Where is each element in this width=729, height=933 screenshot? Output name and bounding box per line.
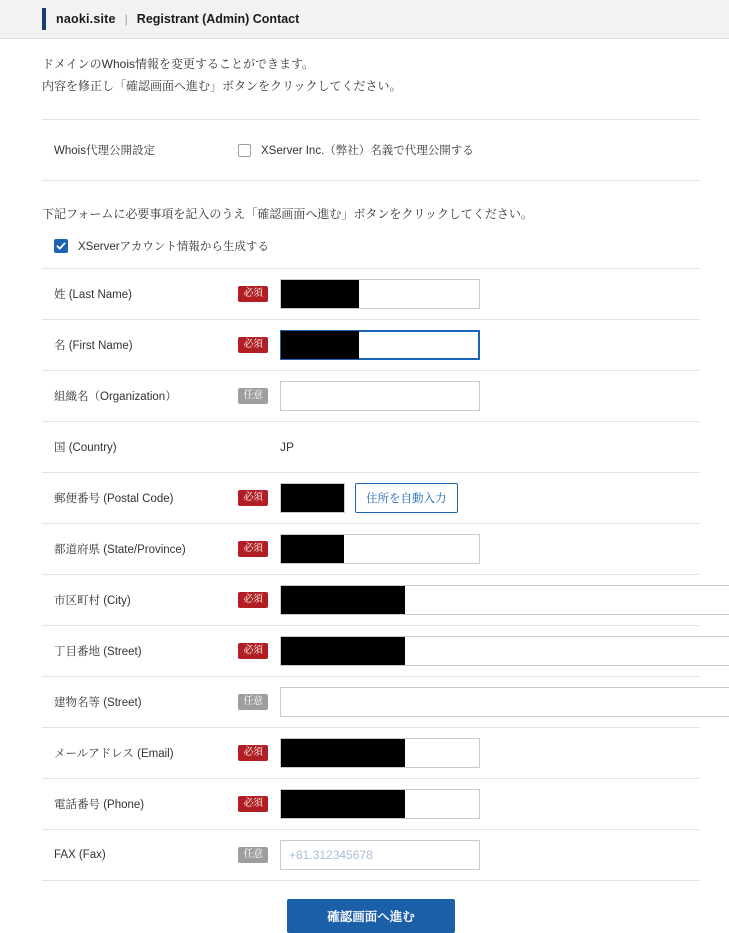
- whois-proxy-checkbox-label[interactable]: XServer Inc.（弊社）名義で代理公開する: [261, 145, 474, 158]
- field-row-street: [42, 625, 700, 676]
- field-row-postal-code: [42, 472, 700, 523]
- redaction-street: [281, 637, 405, 665]
- label-city: 市区町村 (City): [54, 595, 131, 608]
- input-fax[interactable]: [280, 840, 480, 870]
- badge-required: 必須: [238, 337, 268, 353]
- label-last-name: 姓 (Last Name): [54, 289, 132, 302]
- submit-area: [42, 880, 700, 933]
- label-country: 国 (Country): [54, 442, 117, 455]
- whois-proxy-checkbox[interactable]: [238, 144, 251, 157]
- badge-required: 必須: [238, 592, 268, 608]
- badge-required: 必須: [238, 286, 268, 302]
- label-state: 都道府県 (State/Province): [54, 544, 186, 557]
- whois-proxy-field: [238, 142, 700, 158]
- field-email: [238, 738, 700, 768]
- label-organization: 組織名（Organization）: [54, 391, 177, 404]
- input-wrap-state: [280, 534, 480, 564]
- field-row-phone: [42, 778, 700, 829]
- lead-text: [42, 53, 700, 97]
- page-title: Registrant (Admin) Contact: [136, 12, 300, 26]
- redaction-email: [281, 739, 405, 767]
- field-row-country: [42, 421, 700, 472]
- badge-required: 必須: [238, 643, 268, 659]
- badge-optional: 任意: [238, 388, 268, 404]
- input-wrap-first-name: [280, 330, 480, 360]
- badge-required: 必須: [238, 745, 268, 761]
- field-row-first-name: [42, 319, 700, 370]
- label-first-name: 名 (First Name): [54, 340, 133, 353]
- whois-proxy-row: [42, 119, 700, 180]
- generate-from-account-checkbox[interactable]: [54, 239, 68, 253]
- field-row-email: [42, 727, 700, 778]
- field-phone: [238, 789, 700, 819]
- input-building[interactable]: [280, 687, 729, 717]
- input-wrap-email: [280, 738, 480, 768]
- field-street: [238, 636, 729, 666]
- page-content: [0, 53, 729, 933]
- input-wrap-organization: [280, 381, 480, 411]
- label-email: メールアドレス (Email): [54, 748, 174, 761]
- field-state: [238, 534, 700, 564]
- label-street: 丁目番地 (Street): [54, 646, 142, 659]
- field-city: [238, 585, 729, 615]
- autofill-address-button[interactable]: 住所を自動入力: [355, 483, 458, 513]
- lead-line-2: 内容を修正し「確認画面へ進む」ボタンをクリックしてください。: [42, 79, 402, 94]
- field-building: [238, 687, 729, 717]
- field-last-name: [238, 279, 700, 309]
- lead-line-1: ドメインのWhois情報を変更することができます。: [42, 57, 315, 71]
- redaction-city: [281, 586, 405, 614]
- whois-proxy-label: Whois代理公開設定: [54, 145, 155, 158]
- field-row-fax: [42, 829, 700, 880]
- field-row-last-name: [42, 268, 700, 319]
- redaction-first-name: [281, 331, 359, 359]
- field-fax: [238, 840, 700, 870]
- badge-required: 必須: [238, 490, 268, 506]
- label-postal-code: 郵便番号 (Postal Code): [54, 493, 174, 506]
- label-fax: FAX (Fax): [54, 849, 106, 862]
- field-organization: [238, 381, 700, 411]
- redaction-state: [281, 535, 344, 563]
- input-organization[interactable]: [280, 381, 480, 411]
- field-row-city: [42, 574, 700, 625]
- input-wrap-building: [280, 687, 729, 717]
- field-row-organization: [42, 370, 700, 421]
- badge-optional: 任意: [238, 847, 268, 863]
- confirm-button[interactable]: 確認画面へ進む: [287, 899, 455, 933]
- header-separator: |: [124, 12, 128, 26]
- mid-note: 下記フォームに必要事項を記入のうえ「確認画面へ進む」ボタンをクリックしてください。: [42, 207, 533, 222]
- header-accent-bar: [42, 8, 46, 30]
- header-domain: naoki.site: [56, 12, 116, 26]
- input-wrap-phone: [280, 789, 480, 819]
- input-wrap-fax: [280, 840, 480, 870]
- input-wrap-street: [280, 636, 729, 666]
- input-wrap-last-name: [280, 279, 480, 309]
- field-row-state: [42, 523, 700, 574]
- badge-optional: 任意: [238, 694, 268, 710]
- redaction-postal-code: [281, 484, 344, 512]
- label-building: 建物名等 (Street): [54, 697, 142, 710]
- field-postal-code: [238, 483, 700, 513]
- divider: [42, 180, 700, 181]
- input-wrap-city: [280, 585, 729, 615]
- field-country: [238, 440, 700, 454]
- page-header: [0, 0, 729, 39]
- badge-required: 必須: [238, 796, 268, 812]
- value-country: JP: [280, 440, 295, 455]
- input-wrap-postal-code: [280, 483, 345, 513]
- redaction-phone: [281, 790, 405, 818]
- label-phone: 電話番号 (Phone): [54, 799, 145, 812]
- badge-required: 必須: [238, 541, 268, 557]
- field-row-building: [42, 676, 700, 727]
- redaction-last-name: [281, 280, 359, 308]
- generate-from-account-label[interactable]: XServerアカウント情報から生成する: [78, 241, 269, 254]
- generate-from-account-row[interactable]: [42, 238, 700, 254]
- field-first-name: [238, 330, 700, 360]
